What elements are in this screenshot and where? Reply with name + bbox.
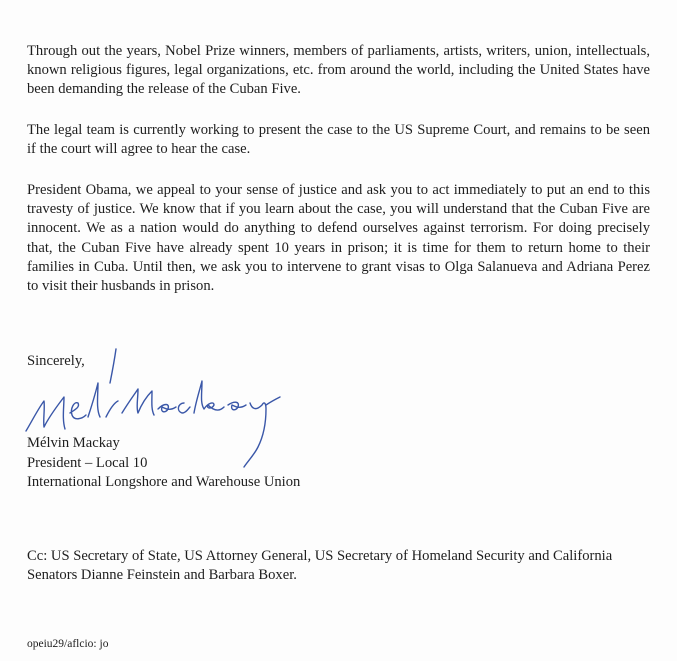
closing-salutation: Sincerely, xyxy=(27,353,85,369)
signer-name: Mélvin Mackay xyxy=(27,435,120,451)
paragraph-appeal: President Obama, we appeal to your sense of justice and ask you to act immediately to put an end to this travesty of justice. We know that if you learn about the case, you will understand that the Cuban Five are innocent. We as a nation would do anything to defend ourselves against terrorism. For doing precisely that, the Cuban Five have already spent 10 years in prison; it is time for them to return home to their families in Cuba. Until then, we ask you to intervene to grant visas to Olga Salanueva and Adriana Perez to visit their husbands in prison. xyxy=(27,182,650,295)
cc-line: Cc: US Secretary of State, US Attorney General, US Secretary of Homeland Security and California Senators Dianne Feinstein and Barbara Boxer. xyxy=(27,548,613,584)
paragraph-legal-team: The legal team is currently working to present the case to the US Supreme Court, and remains to be seen if the court will agree to hear the case. xyxy=(27,122,650,158)
signer-title: President – Local 10 xyxy=(27,454,148,471)
signer-organization: International Longshore and Warehouse Union xyxy=(27,474,301,491)
reference-initials: opeiu29/aflcio: jo xyxy=(27,638,109,650)
paragraph-support: Through out the years, Nobel Prize winners, members of parliaments, artists, writers, union, intellectuals, known religious figures, legal organizations, etc. from around the world, including the United States have been demanding the release of the Cuban Five. xyxy=(27,43,650,98)
signature-block xyxy=(27,434,300,493)
